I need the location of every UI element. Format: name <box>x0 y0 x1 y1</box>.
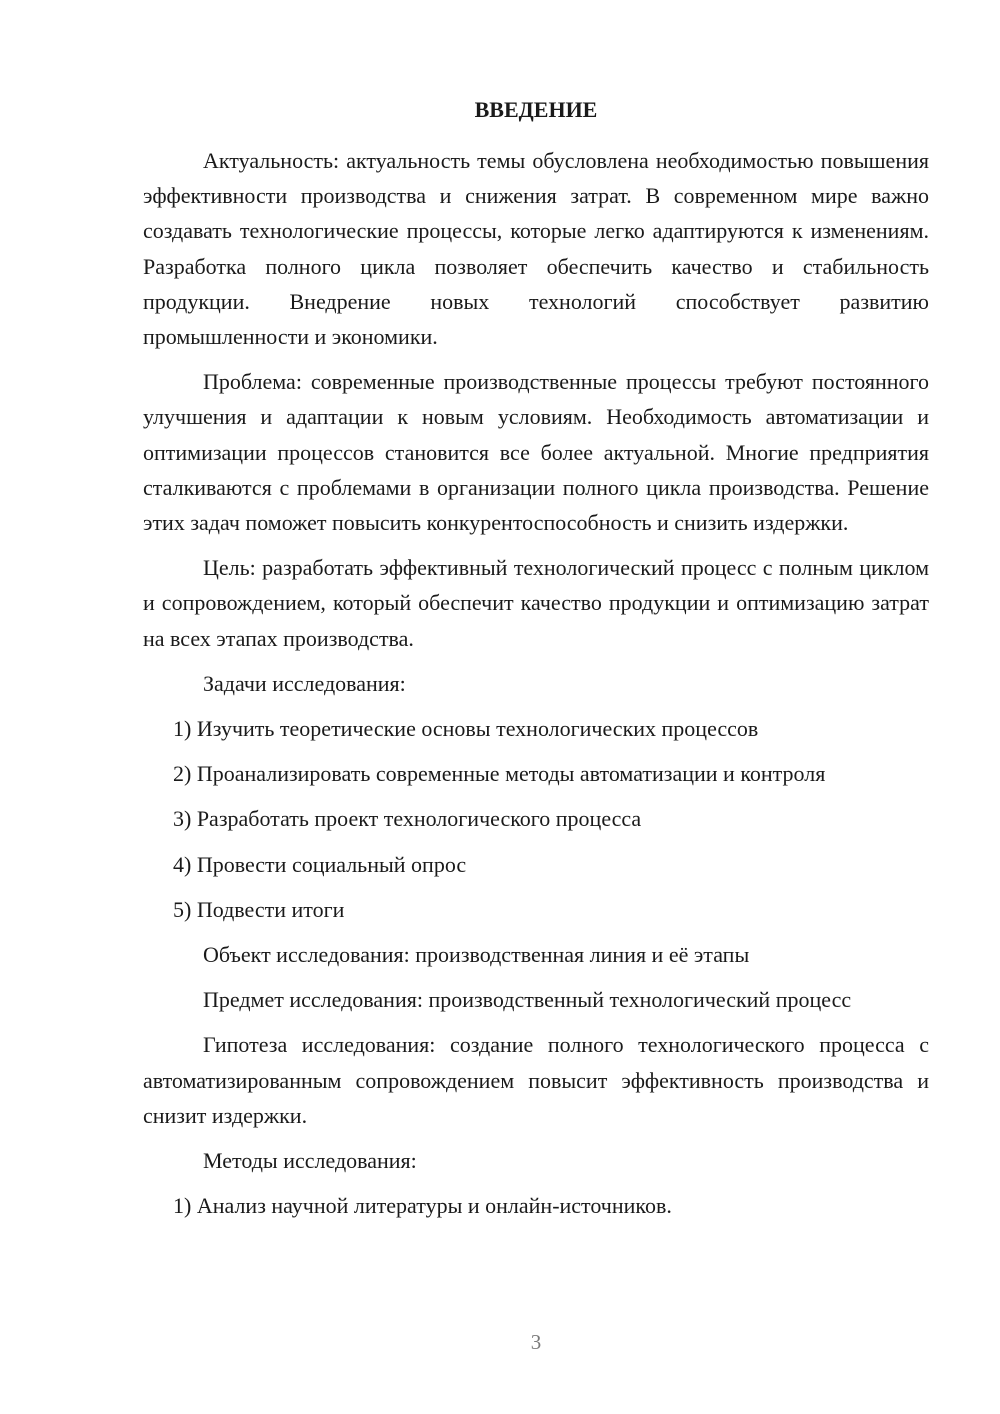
task-item-3: 3) Разработать проект технологического процесса <box>173 806 642 832</box>
relevance-paragraph: Актуальность: актуальность темы обусловлена необходимостью повышения эффективности производства и снижения затрат. В современном мире важно создавать технологические процессы, которые легко адаптируются к изменениям. Разработка полного цикла позволяет обеспечить качество и стабильность продукции. Внедрение новых технологий способствует развитию промышленности и экономики. <box>143 148 929 350</box>
tasks-title: Задачи исследования: <box>203 670 406 696</box>
methods-title: Методы исследования: <box>203 1148 417 1174</box>
method-item-1: 1) Анализ научной литературы и онлайн-источников. <box>173 1193 672 1219</box>
page-number: 3 <box>530 1330 542 1354</box>
section-heading: ВВЕДЕНИЕ <box>474 97 598 122</box>
object-line: Объект исследования: производственная линия и её этапы <box>203 942 750 968</box>
subject-paragraph: Предмет исследования: производственный технологический процесс <box>203 987 852 1013</box>
hypothesis-paragraph: Гипотеза исследования: создание полного технологического процесса с автоматизированным сопровождением повысит эффективность производства и снизит издержки. <box>143 1032 929 1128</box>
goal-paragraph: Цель: разработать эффективный технологический процесс с полным циклом и сопровождением, который обеспечит качество продукции и оптимизацию затрат на всех этапах производства. <box>143 555 929 651</box>
task-item-1: 1) Изучить теоретические основы технологических процессов <box>173 716 759 742</box>
task-item-4: 4) Провести социальный опрос <box>173 851 467 877</box>
task-item-2: 2) Проанализировать современные методы автоматизации и контроля <box>173 761 826 787</box>
task-item-5: 5) Подвести итоги <box>173 896 345 922</box>
document-page <box>143 92 929 1233</box>
problem-paragraph: Проблема: современные производственные процессы требуют постоянного улучшения и адаптации к новым условиям. Необходимость автоматизации и оптимизации процессов становится все более актуальной. Многие предприятия сталкиваются с проблемами в организации полного цикла производства. Решение этих задач поможет повысить конкурентоспособность и снизить издержки. <box>143 369 929 536</box>
